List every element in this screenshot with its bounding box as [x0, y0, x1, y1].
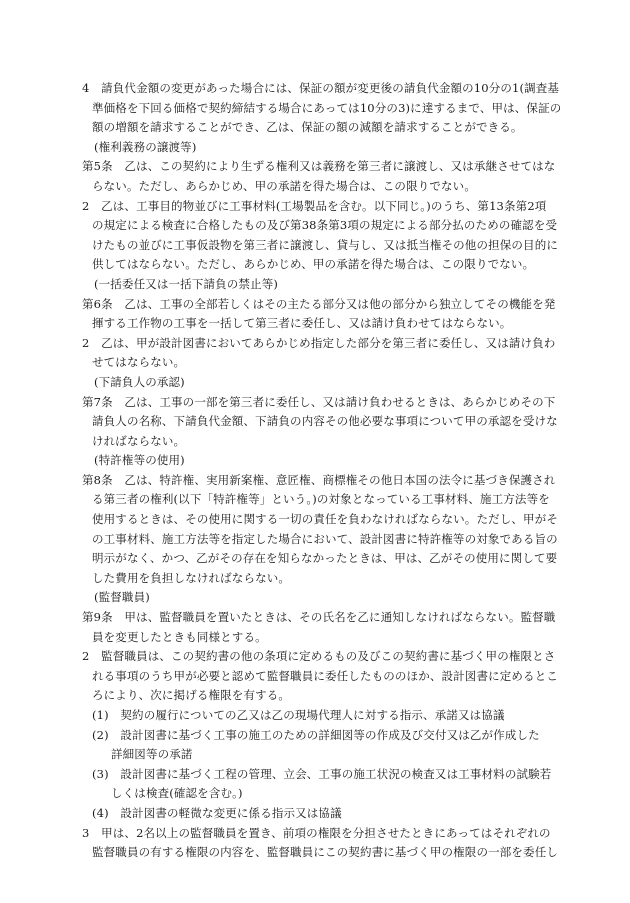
text-line: 2 監督職員は、この契約書の他の条項に定めるもの及びこの契約書に基づく甲の権限とさ: [82, 649, 556, 664]
article-heading: (下請負人の承認): [94, 374, 185, 389]
text-line: れる事項のうち甲が必要と認めて監督職員に委任したもののほか、設計図書に定めるとこ: [92, 668, 558, 683]
text-line: 使用するときは、その使用に関する一切の責任を負わなければならない。ただし、甲がそ: [92, 512, 558, 527]
text-line: 員を変更したときも同様とする。: [92, 629, 267, 644]
text-line: の規定による検査に合格したもの及び第38条第3項の規定による部分払のための確認を受: [92, 218, 558, 233]
text-line: 供してはならない。ただし、あらかじめ、甲の承諾を得た場合は、この限りでない。: [92, 257, 535, 272]
text-line: 第5条 乙は、この契約により生ずる権利又は義務を第三者に譲渡し、又は承継させてはな: [82, 159, 556, 174]
text-line: 第8条 乙は、特許権、実用新案権、意匠権、商標権その他日本国の法令に基づき保護され: [82, 472, 556, 487]
text-line: 揮する工作物の工事を一括して第三者に委任し、又は請け負わせてはならない。: [92, 316, 512, 331]
text-line: (2) 設計図書に基づく工事の施工のための詳細図等の作成及び交付又は乙が作成した: [92, 727, 540, 742]
text-line: 第6条 乙は、工事の全部若しくはその主たる部分又は他の部分から独立してその機能を発: [82, 296, 556, 311]
text-line: ろにより、次に掲げる権限を有する。: [92, 688, 291, 703]
text-line: の工事材料、施工方法等を指定した場合において、設計図書に特許権等の対象である旨の: [92, 531, 558, 546]
text-line: 詳細図等の承諾: [111, 747, 193, 762]
article-heading: (権利義務の譲渡等): [94, 139, 197, 154]
text-line: 第7条 乙は、工事の一部を第三者に委任し、又は請け負わせるときは、あらかじめその下: [82, 394, 556, 409]
text-line: 額の増額を請求することができ、乙は、保証の額の減額を請求することができる。: [92, 120, 523, 135]
text-line: 第9条 甲は、監督職員を置いたときは、その氏名を乙に通知しなければならない。監督職: [82, 610, 556, 625]
text-line: 4 請負代金額の変更があった場合には、保証の額が変更後の請負代金額の10分の1(調査基: [82, 81, 560, 95]
article-heading: (特許権等の使用): [94, 453, 185, 468]
text-line: 請負人の名称、下請負代金額、下請負の内容その他必要な事項について甲の承認を受けな: [92, 414, 558, 429]
document-body: [82, 79, 562, 863]
text-line: (1) 契約の履行についての乙又は乙の現場代理人に対する指示、承諾又は協議: [92, 708, 505, 722]
text-line: 2 乙は、甲が設計図書においてあらかじめ指定した部分を第三者に委任し、又は請け負わ: [82, 335, 556, 350]
text-line: しくは検査(確認を含む。): [111, 786, 243, 801]
text-line: らない。ただし、あらかじめ、甲の承諾を得た場合は、この限りでない。: [92, 178, 476, 193]
text-line: (3) 設計図書に基づく工程の管理、立会、工事の施工状況の検査又は工事材料の試験若: [92, 766, 552, 781]
text-line: (4) 設計図書の軽微な変更に係る指示又は協議: [92, 805, 342, 820]
text-line: せてはならない。: [92, 355, 186, 370]
text-line: した費用を負担しなければならない。: [92, 570, 291, 585]
text-line: けたもの並びに工事仮設物を第三者に譲渡し、貸与し、又は抵当権その他の担保の目的に: [92, 237, 558, 252]
text-line: 監督職員の有する権限の内容を、監督職員にこの契約書に基づく甲の権限の一部を委任し: [92, 845, 558, 860]
text-line: ければならない。: [92, 433, 186, 448]
text-line: る第三者の権利(以下「特許権等」という。)の対象となっている工事材料、施工方法等を: [92, 492, 550, 507]
article-heading: (監督職員): [94, 590, 150, 605]
text-line: 準価格を下回る価格で契約締結する場合にあっては10分の3)に達するまで、甲は、保証の: [92, 100, 562, 115]
text-line: 3 甲は、2名以上の監督職員を置き、前項の権限を分担させたときにあってはそれぞれの: [82, 825, 551, 840]
text-line: 明示がなく、かつ、乙がその存在を知らなかったときは、甲は、乙がその使用に関して要: [92, 551, 558, 566]
article-heading: (一括委任又は一括下請負の禁止等): [94, 276, 279, 291]
text-line: 2 乙は、工事目的物並びに工事材料(工場製品を含む。以下同じ。)のうち、第13条第2項: [82, 198, 547, 213]
